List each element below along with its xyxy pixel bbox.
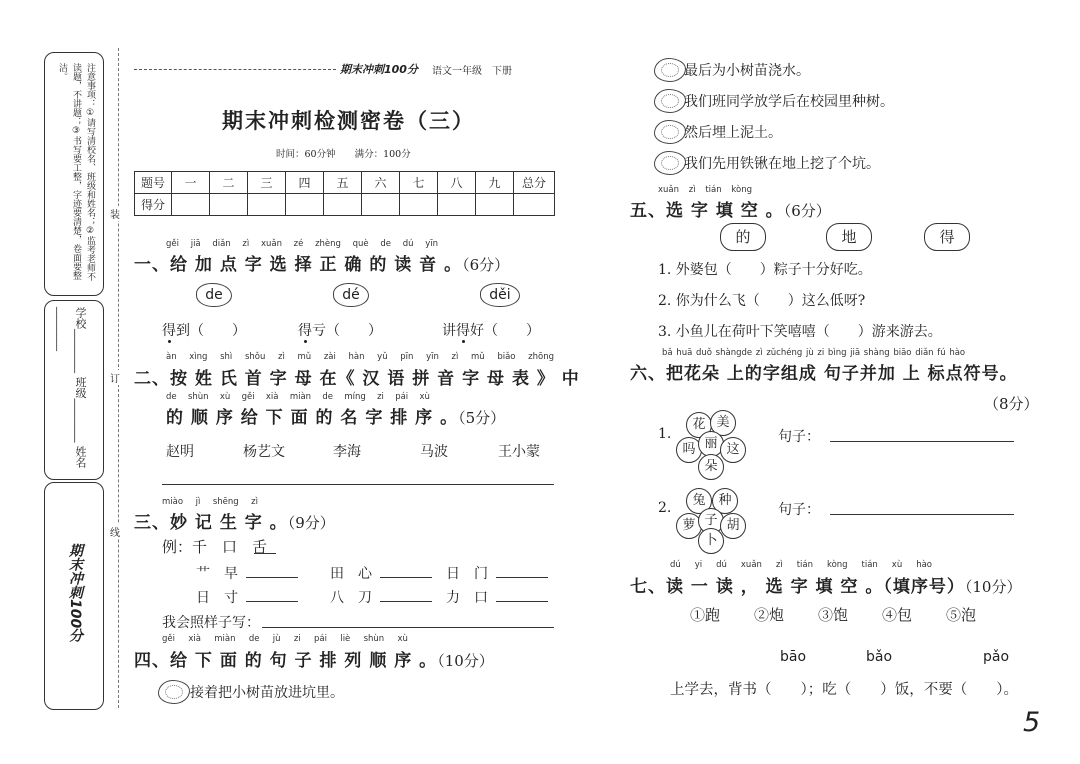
notes-text: 注意事项：①请写清校名、班级和姓名；②监考老师不读题，不讲题；③书写要工整，字迹要清楚，卷面要整洁。	[57, 63, 95, 281]
q3-number: 三、	[134, 513, 170, 533]
q3-blank[interactable]	[380, 577, 432, 578]
score-cell[interactable]	[362, 194, 400, 216]
emphasis-dot	[304, 340, 307, 343]
q2-name: 马波	[420, 444, 448, 460]
q1-option-de2	[333, 283, 369, 307]
score-col-total: 总分	[514, 172, 555, 194]
q1-score: （6分）	[462, 256, 510, 274]
pinyin: què	[352, 239, 369, 249]
q7-option: ②炮	[754, 606, 785, 624]
q2-name: 李海	[333, 444, 361, 460]
q4-number: 四、	[134, 651, 170, 671]
pinyin: tián	[796, 560, 813, 570]
pinyin: xià	[188, 634, 201, 644]
q4-sentence: 接着把小树苗放进坑里。	[190, 685, 344, 701]
q3-blank[interactable]	[496, 577, 548, 578]
q5-item[interactable]: 3. 小鱼儿在荷叶下笑嘻嘻（ ）游来游去。	[658, 324, 942, 340]
pinyin: de	[166, 392, 177, 402]
pinyin: jì	[195, 497, 201, 507]
q2-pinyin-1	[166, 352, 554, 362]
q1-pinyin	[166, 239, 438, 249]
q4-sentence: 然后埋上泥土。	[684, 125, 782, 141]
pinyin: xuǎn	[658, 185, 680, 195]
cut-mark-ding: 订	[110, 370, 120, 385]
notes-box	[44, 52, 104, 296]
q7-option: ③饱	[818, 606, 849, 624]
q3-own-label: 我会照样子写：	[162, 615, 260, 631]
pinyin: pái	[395, 392, 409, 402]
pinyin: de	[248, 634, 260, 644]
score-col: 一	[172, 172, 210, 194]
pinyin: shǒu	[244, 352, 266, 362]
q4-sentence: 最后为小树苗浇水。	[684, 63, 810, 79]
pinyin: de	[380, 239, 391, 249]
score-row-label: 得分	[135, 194, 172, 216]
flower-petal: 丽	[698, 431, 724, 457]
pinyin: tián	[705, 185, 722, 195]
q3-example: 例：千 口 舌	[162, 538, 268, 556]
pinyin: shùn	[187, 392, 209, 402]
pinyin: shùn	[363, 634, 385, 644]
q7-title	[630, 572, 1021, 597]
pinyin: xuǎn	[260, 239, 282, 249]
q7-option: ⑤泡	[946, 606, 977, 624]
q3-title-text: 妙 记 生 字 。	[170, 513, 288, 533]
q4-sentence: 我们先用铁锹在地上挖了个坑。	[684, 156, 880, 172]
q1-title-text: 给 加 点 字 选 择 正 确 的 读 音 。	[170, 255, 463, 275]
pinyin: yǔ	[377, 352, 388, 362]
q3-pair: 日 门	[446, 566, 488, 582]
q3-blank[interactable]	[380, 601, 432, 602]
pinyin: gěi	[166, 239, 179, 249]
score-col: 八	[438, 172, 476, 194]
score-table	[134, 171, 555, 216]
score-col: 三	[248, 172, 286, 194]
q4-answer-flower[interactable]	[158, 680, 190, 704]
q2-pinyin-2	[166, 392, 430, 402]
pinyin: biǎo	[497, 352, 516, 362]
flower-petal: 吗	[676, 437, 702, 463]
pinyin: xù	[397, 634, 408, 644]
q3-score: （9分）	[287, 514, 335, 532]
pinyin: mǔ	[297, 352, 312, 362]
pinyin: xìng	[189, 352, 208, 362]
q7-sentence[interactable]: 上学去，背书（ ）；吃（ ）饭，不要（ ）。	[670, 682, 1018, 698]
q2-name: 杨艺文	[243, 444, 285, 460]
pinyin: xù	[419, 392, 430, 402]
q3-example-underline	[254, 553, 276, 554]
pinyin: diǎn	[212, 239, 231, 249]
q7-title-text: 读 一 读 ， 选 字 填 空 。（填序号）	[666, 577, 965, 597]
info-box	[44, 300, 104, 480]
emphasis-dot	[168, 340, 171, 343]
q1-item-2[interactable]: 得亏（ ）	[298, 323, 382, 339]
pinyin: zhōng	[528, 352, 554, 362]
score-col: 四	[286, 172, 324, 194]
pinyin: yi	[694, 560, 703, 570]
q3-blank[interactable]	[496, 601, 548, 602]
q6-flower1-label: 1.	[658, 426, 672, 442]
pinyin: dú	[716, 560, 727, 570]
q6-sentence-line[interactable]	[830, 514, 1014, 515]
score-cell[interactable]	[438, 194, 476, 216]
flower-petal: 卜	[698, 528, 724, 554]
pinyin: xù	[219, 392, 231, 402]
pinyin: dú	[670, 560, 681, 570]
pinyin: míng	[344, 392, 366, 402]
pinyin: jiā	[190, 239, 201, 249]
q7-sound: pǎo	[983, 649, 1010, 665]
score-cell[interactable]	[286, 194, 324, 216]
score-cell[interactable]	[476, 194, 514, 216]
pinyin: xuǎn	[740, 560, 762, 570]
q5-item[interactable]: 2. 你为什么飞（ ）这么低呀?	[658, 293, 866, 309]
score-col: 七	[400, 172, 438, 194]
q1-item-1[interactable]: 得到（ ）	[162, 323, 246, 339]
q5-pinyin	[658, 185, 752, 195]
pinyin: hàn	[348, 352, 365, 362]
q7-pinyin	[670, 560, 932, 570]
q6-sentence-line[interactable]	[830, 441, 1014, 442]
q4-answer-flower[interactable]	[654, 151, 686, 175]
student-fields: 学校________ 班级________ 姓名________	[56, 307, 87, 468]
pinyin: gěi	[241, 392, 255, 402]
flower-petal: 朵	[698, 454, 724, 480]
q4-score: （10分）	[437, 652, 494, 670]
q6-title	[630, 359, 1018, 384]
q1-option-dei	[480, 283, 520, 307]
emphasis-dot	[462, 340, 465, 343]
q6-pinyin: bǎ huā duǒ shàngde zì zǔchéng jù zi bìng jiā shàng biāo diǎn fú hào	[662, 348, 966, 358]
q3-own-line[interactable]	[262, 627, 554, 628]
q7-score: （10分）	[964, 578, 1022, 596]
flower-petal: 种	[712, 488, 738, 514]
cut-mark-zhuang: 装	[110, 206, 120, 221]
q4-title	[134, 646, 494, 671]
score-cell[interactable]	[172, 194, 210, 216]
pinyin: de	[322, 392, 333, 402]
pinyin: zi	[293, 634, 301, 644]
q4-answer-flower[interactable]	[654, 89, 686, 113]
q5-option: 的	[720, 223, 766, 251]
pinyin: miàn	[289, 392, 312, 402]
flower-petal: 美	[710, 410, 736, 436]
pinyin: dú	[402, 239, 414, 249]
score-col: 五	[324, 172, 362, 194]
q3-blank[interactable]	[246, 577, 298, 578]
q7-option: ④包	[882, 606, 913, 624]
option-text: de	[205, 287, 223, 303]
q3-blank[interactable]	[246, 601, 298, 602]
score-cell[interactable]	[400, 194, 438, 216]
q7-sound: bāo	[780, 649, 807, 665]
q2-title-line2	[166, 403, 505, 428]
q5-number: 五、	[630, 201, 666, 221]
score-cell[interactable]	[210, 194, 248, 216]
pinyin: zì	[775, 560, 783, 570]
option-text: dé	[342, 287, 360, 303]
q6-number: 六、	[630, 364, 666, 384]
q5-option: 地	[826, 223, 872, 251]
q2-number: 二、	[134, 369, 170, 389]
q6-flower2-label: 2.	[658, 500, 672, 516]
q3-title	[134, 508, 335, 533]
pinyin: jù	[272, 634, 281, 644]
cut-mark-xian: 线	[110, 524, 120, 539]
pinyin: yīn	[425, 239, 438, 249]
q3-pair: 艹 早	[196, 566, 238, 582]
score-cell[interactable]	[324, 194, 362, 216]
q2-score: （5分）	[458, 409, 506, 427]
q2-title-text: 的 顺 序 给 下 面 的 名 字 排 序 。	[166, 408, 459, 428]
q4-title-text: 给 下 面 的 句 子 排 列 顺 序 。	[170, 651, 438, 671]
pinyin: gěi	[162, 634, 175, 644]
header-brand: 期末冲刺100分	[340, 63, 418, 76]
pinyin: pīn	[400, 352, 414, 362]
q5-item[interactable]: 1. 外婆包（ ）粽子十分好吃。	[658, 262, 872, 278]
q2-name: 王小蒙	[498, 444, 540, 460]
q2-name: 赵明	[166, 444, 194, 460]
q3-pinyin	[162, 497, 258, 507]
pinyin: pái	[314, 634, 327, 644]
q6-title-text: 把花朵 上的字组成 句子并加 上 标点符号。	[666, 364, 1018, 384]
q1-item-3[interactable]: 讲得好（ ）	[442, 323, 540, 339]
q1-number: 一、	[134, 255, 170, 275]
sidebar-brand: 期末冲刺100分	[67, 543, 83, 643]
q2-title-text: 按 姓 氏 首 字 母 在《 汉 语 拼 音 字 母 表 》 中	[170, 369, 580, 389]
q5-option: 得	[924, 223, 970, 251]
q3-pair: 力 口	[446, 590, 488, 606]
q3-pair: 田 心	[330, 566, 372, 582]
pinyin: shì	[220, 352, 233, 362]
header-subject: 语文一年级 下册	[432, 66, 512, 77]
q5-score: （6分）	[783, 202, 831, 220]
score-col: 九	[476, 172, 514, 194]
flower-petal: 这	[720, 437, 746, 463]
pinyin: zhèng	[315, 239, 341, 249]
pinyin: miào	[162, 497, 184, 507]
q4-pinyin	[162, 634, 408, 644]
pinyin: zì	[451, 352, 459, 362]
pinyin: xià	[265, 392, 279, 402]
paper-title: 期末冲刺检测密卷（三）	[222, 108, 475, 133]
brand-box	[44, 482, 104, 710]
q6-sentence-label: 句子：	[778, 429, 820, 445]
q4-answer-flower[interactable]	[654, 58, 686, 82]
pinyin: zi	[377, 392, 384, 402]
pinyin: kòng	[731, 185, 752, 195]
pinyin: shēng	[212, 497, 239, 507]
score-cell[interactable]	[514, 194, 555, 216]
pinyin: miàn	[214, 634, 236, 644]
header-rule	[134, 69, 336, 70]
score-head-label: 题号	[135, 172, 172, 194]
flower-petal: 胡	[720, 513, 746, 539]
q4-answer-flower[interactable]	[654, 120, 686, 144]
q7-sound: bǎo	[866, 649, 893, 665]
pinyin: zé	[293, 239, 304, 249]
flower-petal: 子	[698, 508, 724, 534]
pinyin: hào	[916, 560, 932, 570]
page-number: 5	[1023, 707, 1041, 738]
q1-option-de	[196, 283, 232, 307]
flower-petal: 萝	[676, 513, 702, 539]
score-col: 六	[362, 172, 400, 194]
pinyin: zì	[251, 497, 258, 507]
pinyin: zì	[688, 185, 696, 195]
pinyin: kòng	[826, 560, 848, 570]
pinyin: zì	[278, 352, 285, 362]
paper-meta: 时间：60分钟 满分：100分	[276, 149, 411, 160]
pinyin: àn	[166, 352, 177, 362]
pinyin: xù	[891, 560, 903, 570]
score-cell[interactable]	[248, 194, 286, 216]
q4-sentence: 我们班同学放学后在校园里种树。	[684, 94, 894, 110]
q2-answer-line[interactable]	[162, 484, 554, 485]
q6-score: （8分）	[984, 395, 1039, 413]
pinyin: mǔ	[470, 352, 485, 362]
pinyin: zài	[323, 352, 336, 362]
option-text: děi	[489, 287, 511, 303]
pinyin: yīn	[426, 352, 439, 362]
q3-pair: 八 刀	[330, 590, 372, 606]
q6-sentence-label: 句子：	[778, 502, 820, 518]
pinyin: zì	[242, 239, 250, 249]
q3-pair: 日 寸	[196, 590, 238, 606]
q2-title-line1	[134, 364, 580, 389]
q1-title	[134, 250, 509, 275]
flower-petal: 兔	[686, 488, 712, 514]
pinyin: liè	[340, 634, 351, 644]
q5-title-text: 选 字 填 空 。	[666, 201, 784, 221]
pinyin: tián	[861, 560, 878, 570]
q5-title	[630, 196, 831, 221]
q7-number: 七、	[630, 577, 666, 597]
score-col: 二	[210, 172, 248, 194]
q7-option: ①跑	[690, 606, 721, 624]
flower-petal: 花	[686, 412, 712, 438]
